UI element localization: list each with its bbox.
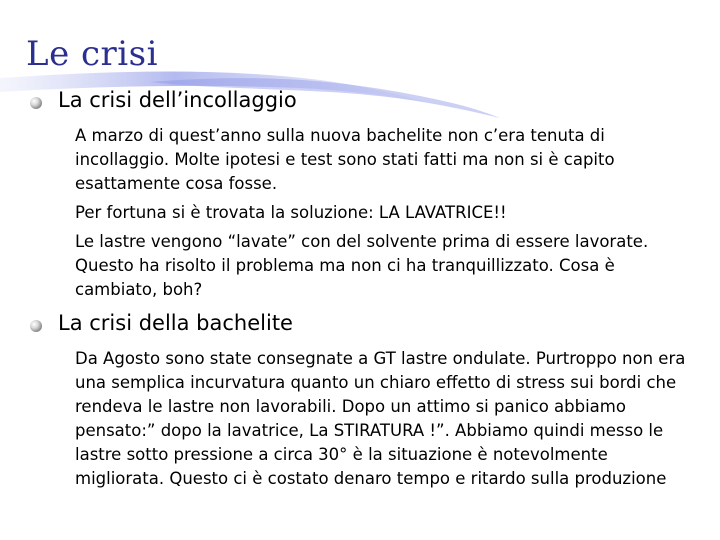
section-heading-bachelite <box>30 311 293 335</box>
section-body-bachelite <box>75 347 695 496</box>
slide-title: Le crisi <box>26 34 158 74</box>
section-title: La crisi dell’incollaggio <box>58 88 297 112</box>
bullet-icon <box>30 97 42 109</box>
paragraph: Da Agosto sono state consegnate a GT lastre ondulate. Purtroppo non era una semplica incurvatura quanto un chiaro effetto di stress sui bordi che rendeva le lastre non lavorabili. Dopo un attimo si panico abbiamo pensato:” dopo la lavatrice, La STIRATURA !”. Abbiamo quindi messo le lastre sotto pressione a circa 30° è la situazione è notevolmente migliorata. Questo ci è costato denaro tempo e ritardo sulla produzione <box>75 349 686 488</box>
paragraph: Le lastre vengono “lavate” con del solvente prima di essere lavorate. Questo ha risolto il problema ma non ci ha tranquillizzato. Cosa è cambiato, boh? <box>75 232 649 299</box>
section-body-incollaggio <box>75 124 695 307</box>
paragraph: Per fortuna si è trovata la soluzione: LA LAVATRICE!! <box>75 203 507 222</box>
section-heading-incollaggio <box>30 88 297 112</box>
paragraph: A marzo di quest’anno sulla nuova bachelite non c’era tenuta di incollaggio. Molte ipotesi e test sono stati fatti ma non si è capito esattamente cosa fosse. <box>75 126 615 193</box>
bullet-icon <box>30 320 42 332</box>
section-title: La crisi della bachelite <box>58 311 293 335</box>
